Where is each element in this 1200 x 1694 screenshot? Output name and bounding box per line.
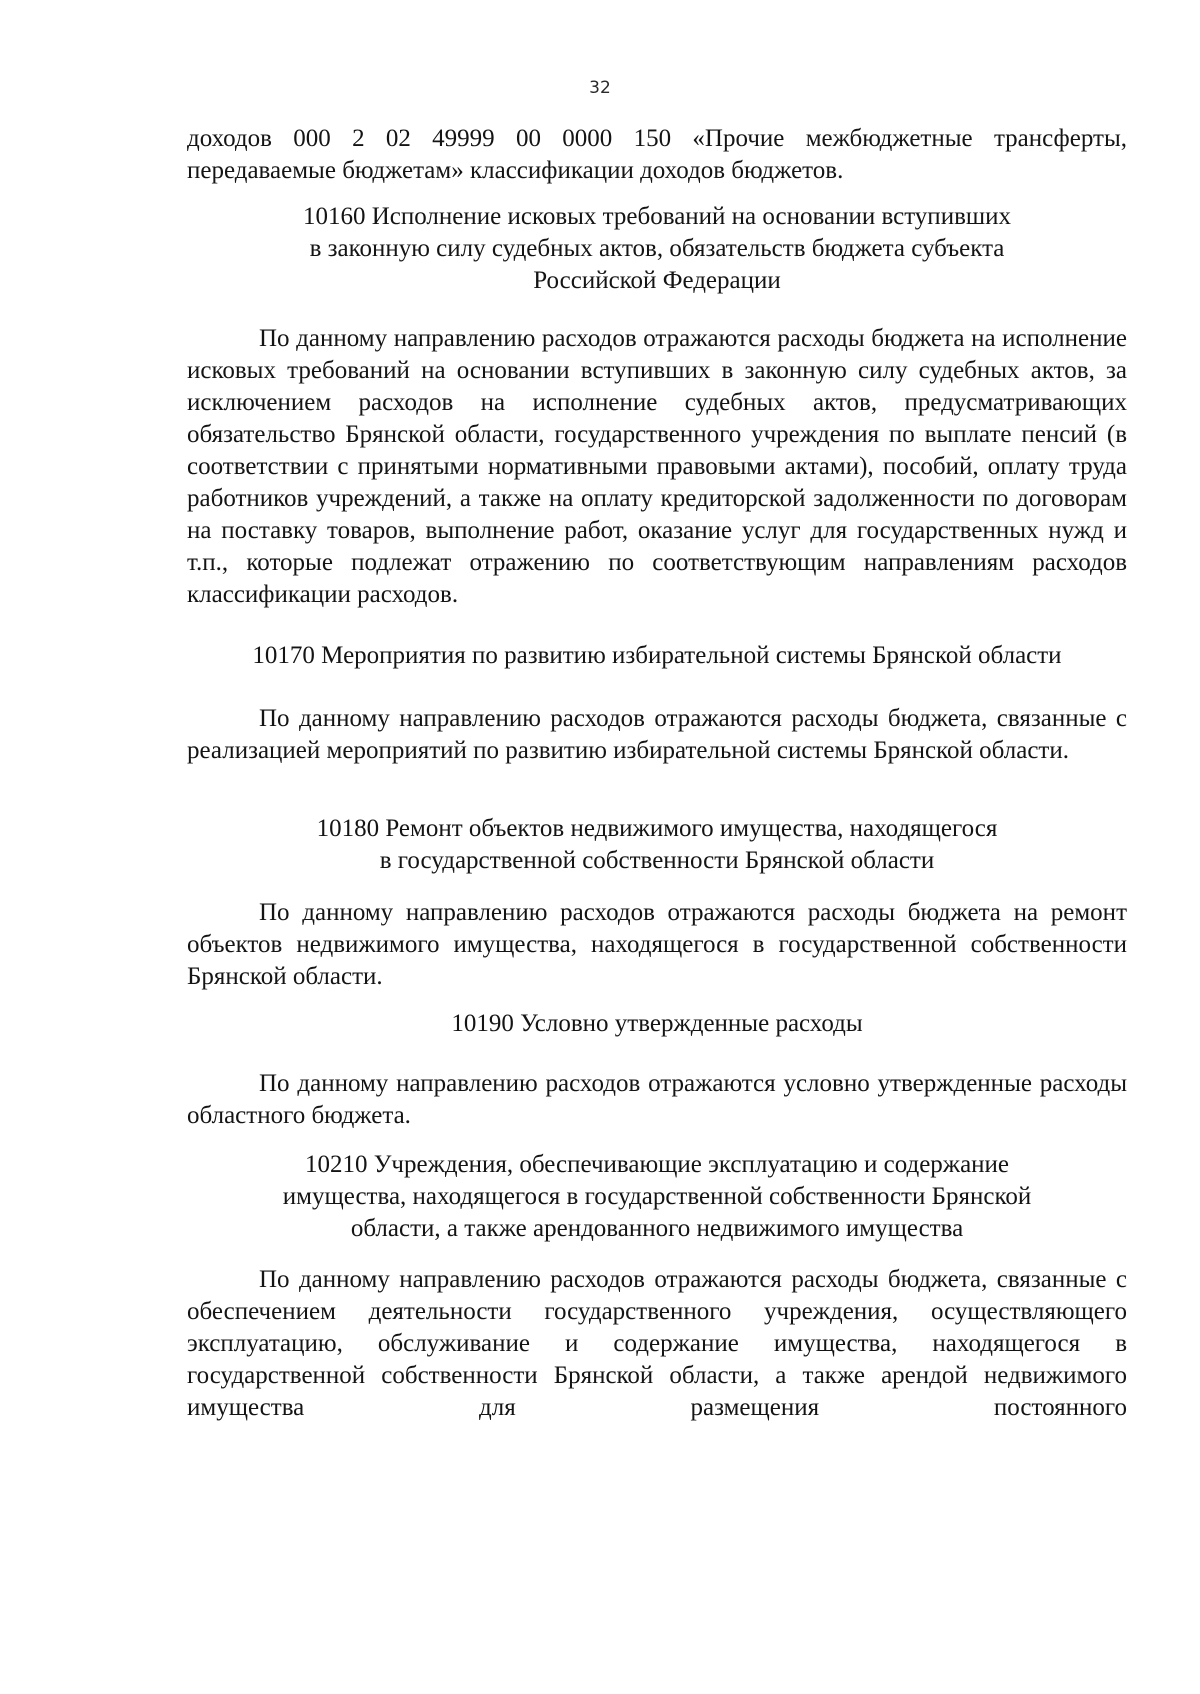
heading-line: в государственной собственности Брянской области [379, 847, 935, 874]
heading-line: области, а также арендованного недвижимого имущества [350, 1215, 964, 1242]
body-paragraph: По данному направлению расходов отражаются расходы бюджета, связанные с обеспечением деятельности государственного учреждения, осуществляющего эксплуатацию, обслуживание и содержание имущества, находящегося в государственной собственности Брянской области, а также арендой недвижимого имущества для размещения постоянного [187, 1266, 1127, 1421]
heading-line: имущества, находящегося в государственной собственности Брянской [282, 1183, 1032, 1210]
heading-line: 10180 Ремонт объектов недвижимого имущества, находящегося [316, 815, 998, 842]
section-body-10210 [187, 1264, 1127, 1424]
heading-line: в законную силу судебных актов, обязательств бюджета субъекта [309, 235, 1005, 262]
intro-paragraph: доходов 000 2 02 49999 00 0000 150 «Прочие межбюджетные трансферты, передаваемые бюджетам» классификации доходов бюджетов. [187, 125, 1127, 184]
heading-line: 10210 Учреждения, обеспечивающие эксплуатацию и содержание [304, 1151, 1010, 1178]
section-heading-10180 [187, 813, 1127, 877]
section-heading-10190 [187, 1008, 1127, 1040]
heading-line: 10170 Мероприятия по развитию избирательной системы Брянской области [252, 642, 1062, 669]
intro-block [187, 123, 1127, 187]
body-paragraph: По данному направлению расходов отражаются расходы бюджета на исполнение исковых требований на основании вступивших в законную силу судебных актов, за исключением расходов на исполнение судебных актов, предусматривающих обязательство Брянской области, государственного учреждения по выплате пенсий (в соответствии с принятыми нормативными правовыми актами), пособий, оплату труда работников учреждений, а также на оплату кредиторской задолженности по договорам на поставку товаров, выполнение работ, оказание услуг для государственных нужд и т.п., которые подлежат отражению по соответствующим направлениям расходов классификации расходов. [187, 325, 1127, 608]
section-body-10170 [187, 703, 1127, 767]
section-body-10160 [187, 323, 1127, 611]
heading-line: 10160 Исполнение исковых требований на основании вступивших [302, 203, 1012, 230]
section-heading-10170 [187, 640, 1127, 672]
page-number: 32 [589, 78, 611, 98]
heading-line: Российской Федерации [533, 267, 781, 294]
heading-line: 10190 Условно утвержденные расходы [451, 1010, 863, 1037]
body-paragraph: По данному направлению расходов отражаются расходы бюджета, связанные с реализацией мероприятий по развитию избирательной системы Брянской области. [187, 705, 1127, 764]
section-body-10180 [187, 897, 1127, 993]
body-paragraph: По данному направлению расходов отражаются расходы бюджета на ремонт объектов недвижимого имущества, находящегося в государственной собственности Брянской области. [187, 899, 1127, 990]
section-heading-10160 [187, 201, 1127, 297]
section-body-10190 [187, 1068, 1127, 1132]
body-paragraph: По данному направлению расходов отражаются условно утвержденные расходы областного бюджета. [187, 1070, 1127, 1129]
section-heading-10210 [187, 1149, 1127, 1245]
